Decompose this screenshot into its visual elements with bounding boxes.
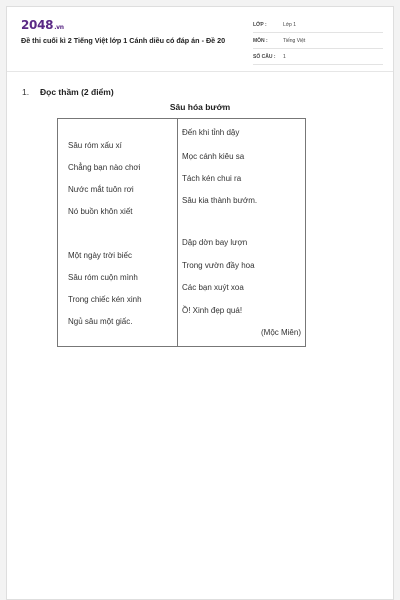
poem-column-right <box>178 119 305 346</box>
meta-row-class <box>253 17 383 33</box>
meta-row-question-count <box>253 49 383 65</box>
logo-suffix: .vn <box>54 24 64 31</box>
poem-line: Trong vườn đầy hoa <box>182 261 255 270</box>
meta-label: LỚP : <box>253 21 267 28</box>
poem-title: Sâu hóa bướm <box>169 102 231 112</box>
section-title: Đọc thầm (2 điểm) <box>40 87 114 97</box>
meta-row-subject <box>253 33 383 49</box>
section-heading <box>22 87 114 97</box>
poem-line: Chẳng bạn nào chơi <box>68 163 141 172</box>
poem-line: Trong chiếc kén xinh <box>68 295 142 304</box>
meta-value: Lớp 1 <box>283 21 297 28</box>
poem-line: Một ngày trời biếc <box>68 251 132 260</box>
poem-line: Đến khi tỉnh dậy <box>182 128 240 137</box>
poem-line: Ngủ sâu một giấc. <box>68 317 133 326</box>
meta-value: 1 <box>283 53 286 60</box>
meta-label: MÔN : <box>253 37 268 44</box>
site-logo[interactable] <box>21 18 64 32</box>
section-number: 1. <box>22 87 30 97</box>
poem-line: Mọc cánh kiêu sa <box>182 152 245 161</box>
poem-line: Sâu róm xấu xí <box>68 141 122 150</box>
poem-author: (Mộc Miên) <box>260 328 301 337</box>
meta-label: SỐ CÂU : <box>253 53 276 60</box>
document-title: Đề thi cuối kì 2 Tiếng Việt lớp 1 Cánh diều có đáp án - Đề 20 <box>21 36 226 45</box>
poem-line: Sâu kia thành bướm. <box>182 196 258 205</box>
poem-line: Ồ! Xinh đẹp quá! <box>182 306 243 315</box>
poem-line: Dập dờn bay lượn <box>182 238 248 247</box>
document-header <box>7 7 393 72</box>
poem-table <box>57 118 306 347</box>
meta-value: Tiếng Việt <box>283 37 306 44</box>
poem-column-left <box>58 119 178 346</box>
poem-line: Các bạn xuýt xoa <box>182 283 244 292</box>
poem-line: Nước mắt tuôn rơi <box>68 185 134 194</box>
document-meta <box>253 17 383 65</box>
poem-line: Tách kén chui ra <box>182 174 242 183</box>
poem-line: Nó buồn khôn xiết <box>68 207 133 216</box>
logo-text: 2048 <box>21 18 54 32</box>
poem-line: Sâu róm cuộn mình <box>68 273 138 282</box>
